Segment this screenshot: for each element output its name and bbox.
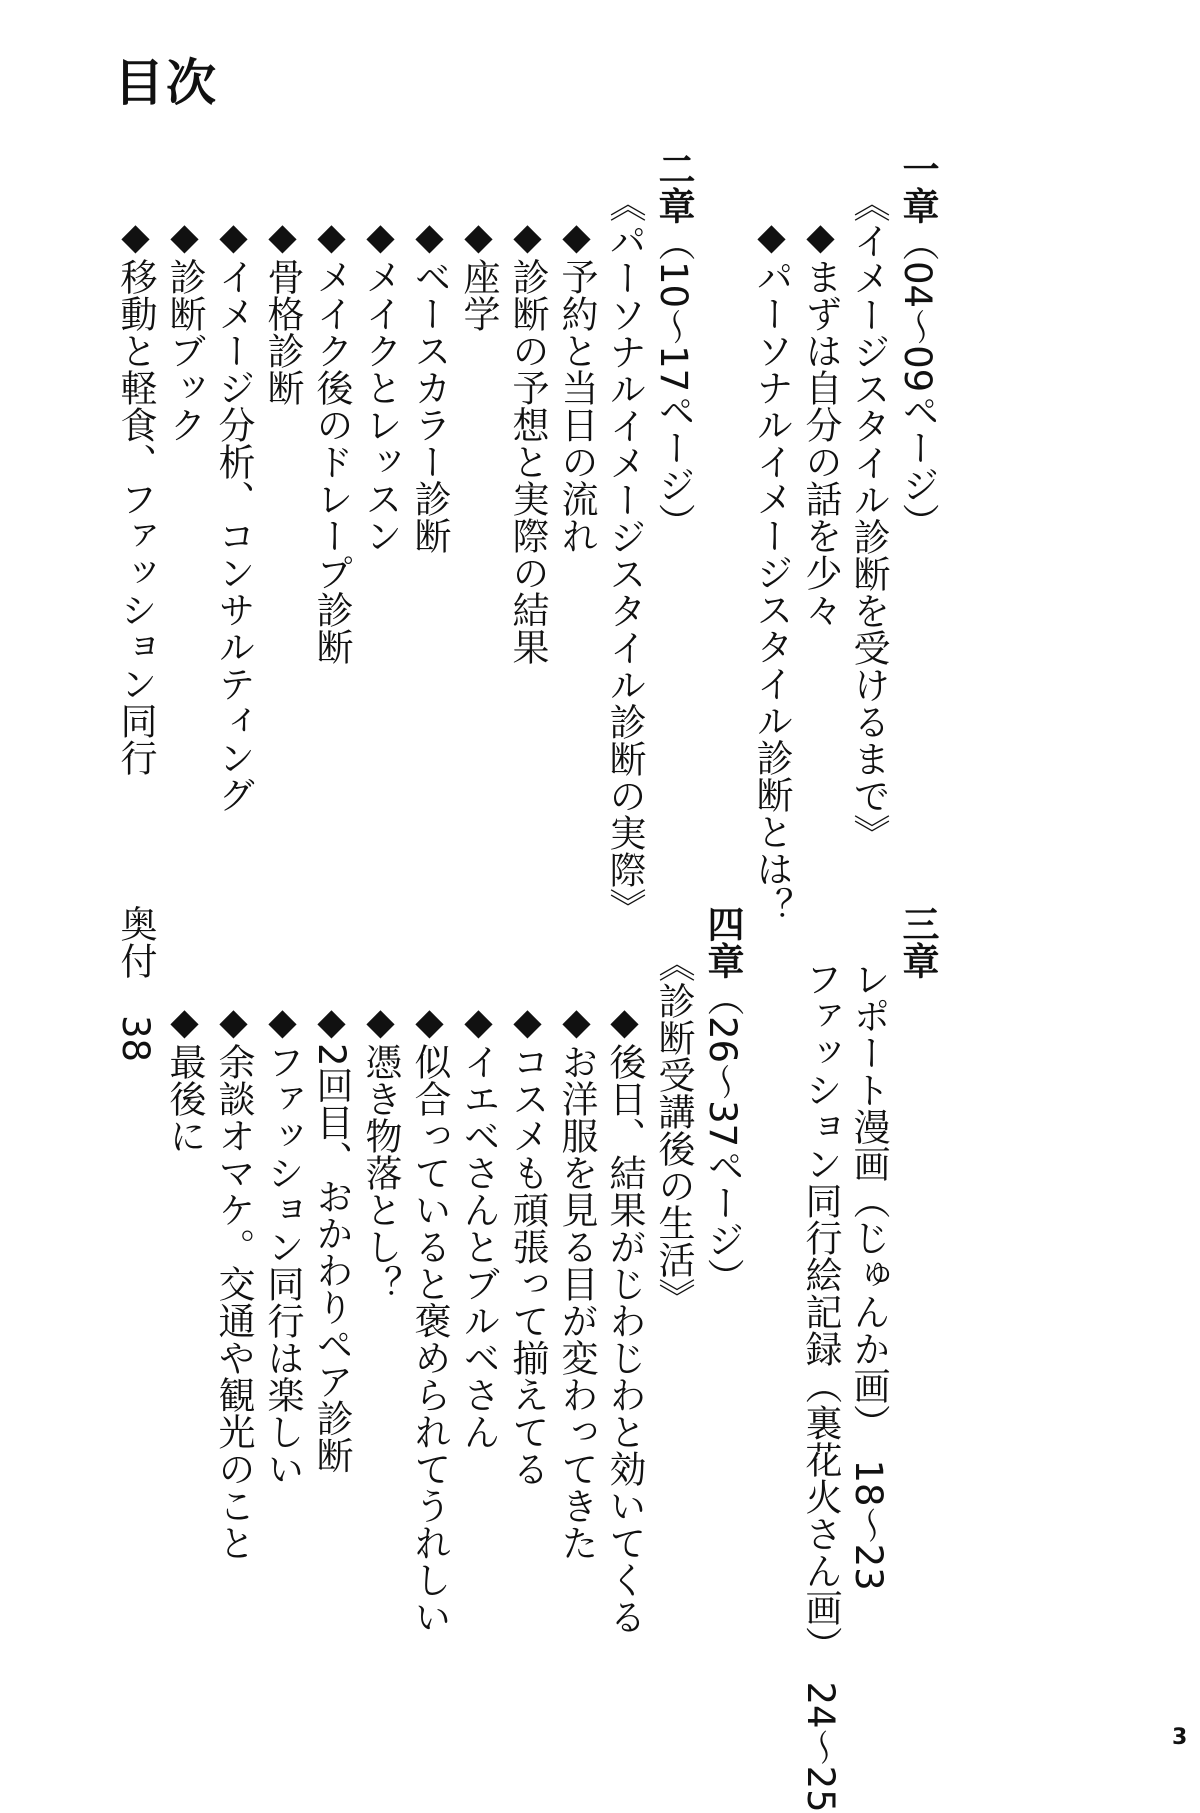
chapter-2-page-range: （10～17ページ）	[652, 224, 695, 541]
chapter-4-section: 《診断受講後の生活》	[652, 945, 695, 1315]
toc-item: ◆メイクとレッスン	[359, 215, 402, 554]
toc-item: ◆お洋服を見る目が変わってきた	[555, 1000, 598, 1561]
toc-item: ◆憑き物落とし？	[359, 1000, 402, 1302]
toc-item: ◆似合っていると褒められてうれしい	[408, 1000, 451, 1635]
colophon-page: 38	[114, 1015, 157, 1063]
page-title: 目次	[114, 54, 218, 112]
chapter-4-title: 四章	[701, 905, 744, 979]
chapter-2-section: 《パーソナルイメージスタイル診断の実際》	[603, 185, 646, 925]
toc-item: ◆イエベさんとブルベさん	[457, 1000, 500, 1450]
toc-item: ◆診断ブック	[163, 215, 206, 443]
toc-item: ◆メイク後のドレープ診断	[310, 215, 353, 665]
toc-item: ◆骨格診断	[261, 215, 304, 406]
page-number: 3	[1172, 1725, 1188, 1750]
toc-item: ◆余談オマケ。交通や観光のこと	[212, 1000, 255, 1561]
toc-item: ◆ベースカラー診断	[408, 215, 451, 554]
chapter-4-heading	[697, 905, 747, 1295]
toc-item: ファッション同行絵記録（裏花火さん画） 24～25	[799, 960, 842, 1813]
toc-item: レポート漫画（じゅんか画） 18～23	[847, 960, 890, 1591]
chapter-3-heading: 三章	[896, 905, 939, 979]
toc-item: ◆移動と軽食、ファッション同行	[114, 215, 157, 776]
chapter-4-page-range: （26～37ページ）	[701, 979, 744, 1296]
toc-item: ◆まずは自分の話を少々	[799, 215, 842, 628]
toc-item: ◆座学	[457, 215, 500, 332]
chapter-1-section: 《イメージスタイル診断を受けるまで》	[847, 185, 890, 851]
toc-item: ◆イメージ分析、コンサルティング	[212, 215, 255, 813]
toc-item: ◆予約と当日の流れ	[555, 215, 598, 554]
toc-item: ◆最後に	[163, 1000, 206, 1154]
chapter-2-heading	[648, 150, 698, 540]
toc-item: ◆コスメも頑張って揃えてる	[506, 1000, 549, 1487]
toc-item: ◆2回目、おかわりペア診断	[310, 1000, 353, 1474]
toc-item: ◆ファッション同行は楽しい	[261, 1000, 304, 1487]
toc-item: ◆後日、結果がじわじわと効いてくる	[603, 1000, 646, 1635]
chapter-1-heading	[892, 150, 942, 540]
chapter-1-page-range: （04～09ページ）	[896, 224, 939, 541]
toc-item: ◆パーソナルイメージスタイル診断とは？	[750, 215, 793, 924]
chapter-2-title: 二章	[652, 150, 695, 224]
colophon-label: 奥付	[114, 905, 157, 979]
toc-item: ◆診断の予想と実際の結果	[506, 215, 549, 665]
chapter-1-title: 一章	[896, 150, 939, 224]
